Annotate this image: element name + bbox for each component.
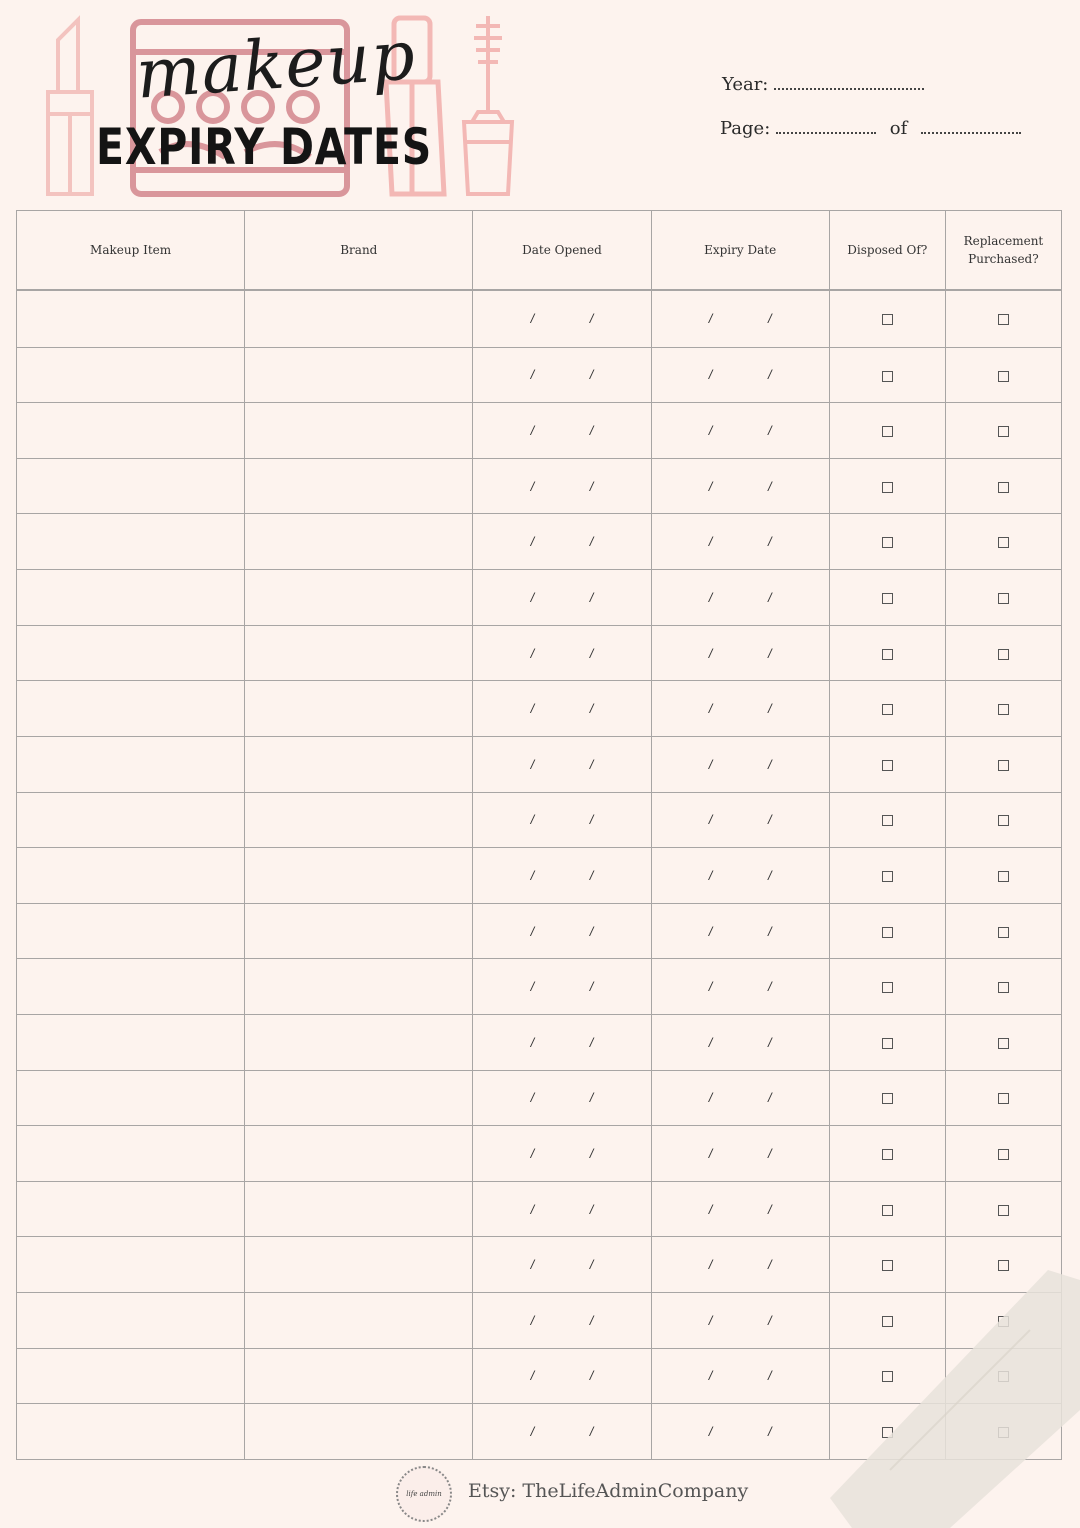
expiry-date-cell[interactable] — [651, 625, 829, 681]
checkbox-icon[interactable] — [882, 871, 893, 882]
replacement-purchased-cell[interactable] — [945, 625, 1061, 681]
replacement-purchased-cell[interactable] — [945, 403, 1061, 459]
checkbox-icon[interactable] — [882, 982, 893, 993]
checkbox-icon[interactable] — [998, 1038, 1009, 1049]
page-title: EXPIRY DATES — [96, 118, 433, 176]
year-field[interactable] — [722, 74, 924, 95]
table-header-row — [17, 211, 1062, 291]
date-opened-cell[interactable] — [473, 403, 651, 459]
date-opened-cell[interactable] — [473, 290, 651, 347]
brand-cell[interactable] — [245, 959, 473, 1015]
date-placeholder: / / — [708, 1257, 798, 1273]
checkbox-icon[interactable] — [998, 537, 1009, 548]
column-header-date-opened: Date Opened — [473, 211, 651, 291]
date-opened-cell[interactable] — [473, 1126, 651, 1182]
makeup-item-cell[interactable] — [17, 625, 245, 681]
table-row — [17, 514, 1062, 570]
date-placeholder: / / — [708, 1312, 798, 1328]
makeup-item-cell[interactable] — [17, 1070, 245, 1126]
brand-cell[interactable] — [245, 1404, 473, 1460]
makeup-item-cell[interactable] — [17, 848, 245, 904]
disposed-of-cell[interactable] — [829, 959, 945, 1015]
expiry-date-cell[interactable] — [651, 347, 829, 403]
date-placeholder: / / — [708, 645, 798, 661]
disposed-of-cell[interactable] — [829, 1293, 945, 1349]
makeup-item-cell[interactable] — [17, 736, 245, 792]
replacement-purchased-cell[interactable] — [945, 681, 1061, 737]
year-label: Year: — [722, 74, 769, 95]
expiry-date-cell[interactable] — [651, 903, 829, 959]
checkbox-icon[interactable] — [882, 1427, 893, 1438]
expiry-date-cell[interactable] — [651, 1014, 829, 1070]
brand-cell[interactable] — [245, 514, 473, 570]
checkbox-icon[interactable] — [998, 1260, 1009, 1271]
date-opened-cell[interactable] — [473, 570, 651, 626]
date-placeholder: / / — [708, 756, 798, 772]
expiry-date-cell[interactable] — [651, 1181, 829, 1237]
table-row — [17, 736, 1062, 792]
table-row — [17, 290, 1062, 347]
brand-cell[interactable] — [245, 848, 473, 904]
footer — [396, 1462, 749, 1522]
replacement-purchased-cell[interactable] — [945, 1070, 1061, 1126]
makeup-item-cell[interactable] — [17, 1126, 245, 1182]
table-row — [17, 347, 1062, 403]
checkbox-icon[interactable] — [882, 537, 893, 548]
brand-cell[interactable] — [245, 1237, 473, 1293]
checkbox-icon[interactable] — [998, 704, 1009, 715]
makeup-item-cell[interactable] — [17, 570, 245, 626]
makeup-item-cell[interactable] — [17, 1293, 245, 1349]
brand-cell[interactable] — [245, 1181, 473, 1237]
checkbox-icon[interactable] — [998, 1205, 1009, 1216]
expiry-date-cell[interactable] — [651, 290, 829, 347]
brand-cell[interactable] — [245, 290, 473, 347]
makeup-item-cell[interactable] — [17, 959, 245, 1015]
date-placeholder: / / — [708, 478, 798, 494]
table-row — [17, 959, 1062, 1015]
checkbox-icon[interactable] — [998, 482, 1009, 493]
brand-cell[interactable] — [245, 1348, 473, 1404]
table-row — [17, 458, 1062, 514]
date-placeholder: / / — [530, 1145, 620, 1161]
expiry-date-cell[interactable] — [651, 458, 829, 514]
checkbox-icon[interactable] — [998, 649, 1009, 660]
checkbox-icon[interactable] — [998, 815, 1009, 826]
table-row — [17, 570, 1062, 626]
table-row — [17, 681, 1062, 737]
date-placeholder: / / — [530, 589, 620, 605]
date-opened-cell[interactable] — [473, 1404, 651, 1460]
checkbox-icon[interactable] — [998, 982, 1009, 993]
makeup-item-cell[interactable] — [17, 1181, 245, 1237]
table-row — [17, 848, 1062, 904]
replacement-purchased-cell[interactable] — [945, 1237, 1061, 1293]
brand-cell[interactable] — [245, 347, 473, 403]
checkbox-icon[interactable] — [882, 1038, 893, 1049]
replacement-purchased-cell[interactable] — [945, 347, 1061, 403]
date-opened-cell[interactable] — [473, 1293, 651, 1349]
brand-cell[interactable] — [245, 1070, 473, 1126]
brand-cell[interactable] — [245, 903, 473, 959]
disposed-of-cell[interactable] — [829, 1126, 945, 1182]
expiry-date-cell[interactable] — [651, 1348, 829, 1404]
expiry-date-cell[interactable] — [651, 1237, 829, 1293]
brand-cell[interactable] — [245, 792, 473, 848]
date-opened-cell[interactable] — [473, 514, 651, 570]
makeup-item-cell[interactable] — [17, 1237, 245, 1293]
disposed-of-cell[interactable] — [829, 347, 945, 403]
replacement-purchased-cell[interactable] — [945, 458, 1061, 514]
date-placeholder: / / — [530, 1368, 620, 1384]
expiry-date-cell[interactable] — [651, 570, 829, 626]
page-header — [0, 0, 1080, 210]
replacement-purchased-cell[interactable] — [945, 290, 1061, 347]
makeup-item-cell[interactable] — [17, 458, 245, 514]
date-placeholder: / / — [708, 311, 798, 327]
checkbox-icon[interactable] — [998, 1316, 1009, 1327]
table-row — [17, 403, 1062, 459]
table-row — [17, 1293, 1062, 1349]
date-placeholder: / / — [530, 645, 620, 661]
disposed-of-cell[interactable] — [829, 848, 945, 904]
disposed-of-cell[interactable] — [829, 681, 945, 737]
date-opened-cell[interactable] — [473, 959, 651, 1015]
replacement-purchased-cell[interactable] — [945, 1014, 1061, 1070]
brand-cell[interactable] — [245, 1293, 473, 1349]
brand-cell[interactable] — [245, 736, 473, 792]
logo-icon: life admin — [396, 1466, 452, 1522]
checkbox-icon[interactable] — [882, 1205, 893, 1216]
checkbox-icon[interactable] — [998, 426, 1009, 437]
table-row — [17, 1348, 1062, 1404]
replacement-purchased-cell[interactable] — [945, 1293, 1061, 1349]
mascara-icon — [464, 16, 512, 194]
checkbox-icon[interactable] — [998, 1371, 1009, 1382]
column-header-brand: Brand — [245, 211, 473, 291]
brand-cell[interactable] — [245, 1014, 473, 1070]
date-placeholder: / / — [530, 701, 620, 717]
column-header-disposed-of: Disposed Of? — [829, 211, 945, 291]
checkbox-icon[interactable] — [882, 593, 893, 604]
date-placeholder: / / — [530, 478, 620, 494]
checkbox-icon[interactable] — [998, 927, 1009, 938]
expiry-date-cell[interactable] — [651, 403, 829, 459]
table-row — [17, 792, 1062, 848]
date-opened-cell[interactable] — [473, 625, 651, 681]
checkbox-icon[interactable] — [882, 371, 893, 382]
replacement-purchased-cell[interactable] — [945, 792, 1061, 848]
column-header-replacement-purchased: Replacement Purchased? — [945, 211, 1061, 291]
expiry-date-cell[interactable] — [651, 1404, 829, 1460]
disposed-of-cell[interactable] — [829, 514, 945, 570]
table-row — [17, 1126, 1062, 1182]
disposed-of-cell[interactable] — [829, 458, 945, 514]
disposed-of-cell[interactable] — [829, 1348, 945, 1404]
makeup-item-cell[interactable] — [17, 1348, 245, 1404]
title-script: makeup — [133, 16, 419, 115]
date-placeholder: / / — [708, 979, 798, 995]
disposed-of-cell[interactable] — [829, 903, 945, 959]
date-placeholder: / / — [708, 367, 798, 383]
checkbox-icon[interactable] — [998, 1149, 1009, 1160]
date-placeholder: / / — [708, 1201, 798, 1217]
expiry-date-cell[interactable] — [651, 736, 829, 792]
makeup-item-cell[interactable] — [17, 792, 245, 848]
replacement-purchased-cell[interactable] — [945, 959, 1061, 1015]
expiry-date-cell[interactable] — [651, 514, 829, 570]
date-opened-cell[interactable] — [473, 1348, 651, 1404]
brand-cell[interactable] — [245, 403, 473, 459]
date-placeholder: / / — [530, 979, 620, 995]
date-placeholder: / / — [708, 1090, 798, 1106]
makeup-item-cell[interactable] — [17, 1404, 245, 1460]
page-label: Page: — [720, 118, 771, 139]
replacement-purchased-cell[interactable] — [945, 1126, 1061, 1182]
date-placeholder: / / — [708, 1145, 798, 1161]
replacement-purchased-cell[interactable] — [945, 848, 1061, 904]
disposed-of-cell[interactable] — [829, 1181, 945, 1237]
checkbox-icon[interactable] — [998, 760, 1009, 771]
expiry-table — [16, 210, 1062, 1460]
date-placeholder: / / — [530, 1201, 620, 1217]
column-header-makeup-item: Makeup Item — [17, 211, 245, 291]
replacement-purchased-cell[interactable] — [945, 1404, 1061, 1460]
disposed-of-cell[interactable] — [829, 792, 945, 848]
makeup-item-cell[interactable] — [17, 903, 245, 959]
checkbox-icon[interactable] — [998, 593, 1009, 604]
date-placeholder: / / — [708, 1034, 798, 1050]
date-placeholder: / / — [708, 1368, 798, 1384]
checkbox-icon[interactable] — [882, 1093, 893, 1104]
expiry-date-cell[interactable] — [651, 1293, 829, 1349]
checkbox-icon[interactable] — [998, 1093, 1009, 1104]
date-placeholder: / / — [530, 1257, 620, 1273]
table-row — [17, 1237, 1062, 1293]
table-row — [17, 1014, 1062, 1070]
expiry-date-cell[interactable] — [651, 1126, 829, 1182]
table-body — [17, 290, 1062, 1460]
date-placeholder: / / — [530, 367, 620, 383]
checkbox-icon[interactable] — [882, 426, 893, 437]
disposed-of-cell[interactable] — [829, 1404, 945, 1460]
of-label: of — [889, 118, 908, 139]
date-opened-cell[interactable] — [473, 848, 651, 904]
checkbox-icon[interactable] — [882, 1316, 893, 1327]
date-opened-cell[interactable] — [473, 1181, 651, 1237]
checkbox-icon[interactable] — [882, 1371, 893, 1382]
date-placeholder: / / — [708, 923, 798, 939]
date-placeholder: / / — [708, 423, 798, 439]
date-placeholder: / / — [708, 1424, 798, 1440]
disposed-of-cell[interactable] — [829, 736, 945, 792]
checkbox-icon[interactable] — [882, 482, 893, 493]
page-total-blank[interactable] — [921, 118, 1021, 134]
date-placeholder: / / — [530, 1090, 620, 1106]
checkbox-icon[interactable] — [882, 927, 893, 938]
date-placeholder: / / — [530, 1034, 620, 1050]
date-placeholder: / / — [708, 701, 798, 717]
date-placeholder: / / — [708, 534, 798, 550]
makeup-item-cell[interactable] — [17, 1014, 245, 1070]
date-placeholder: / / — [530, 534, 620, 550]
date-opened-cell[interactable] — [473, 736, 651, 792]
brand-cell[interactable] — [245, 625, 473, 681]
replacement-purchased-cell[interactable] — [945, 514, 1061, 570]
makeup-item-cell[interactable] — [17, 403, 245, 459]
lipstick-icon — [48, 20, 92, 194]
checkbox-icon[interactable] — [882, 704, 893, 715]
date-opened-cell[interactable] — [473, 1014, 651, 1070]
checkbox-icon[interactable] — [882, 760, 893, 771]
expiry-date-cell[interactable] — [651, 681, 829, 737]
brand-cell[interactable] — [245, 1126, 473, 1182]
disposed-of-cell[interactable] — [829, 625, 945, 681]
expiry-date-cell[interactable] — [651, 1070, 829, 1126]
replacement-purchased-cell[interactable] — [945, 570, 1061, 626]
disposed-of-cell[interactable] — [829, 1014, 945, 1070]
checkbox-icon[interactable] — [882, 1260, 893, 1271]
date-placeholder: / / — [708, 589, 798, 605]
disposed-of-cell[interactable] — [829, 1237, 945, 1293]
page-number-blank[interactable] — [776, 118, 876, 134]
makeup-item-cell[interactable] — [17, 290, 245, 347]
date-placeholder: / / — [530, 867, 620, 883]
makeup-item-cell[interactable] — [17, 514, 245, 570]
expiry-date-cell[interactable] — [651, 792, 829, 848]
makeup-item-cell[interactable] — [17, 347, 245, 403]
page-field[interactable] — [720, 118, 1021, 139]
checkbox-icon[interactable] — [998, 871, 1009, 882]
date-opened-cell[interactable] — [473, 458, 651, 514]
date-placeholder: / / — [708, 812, 798, 828]
date-placeholder: / / — [530, 311, 620, 327]
date-opened-cell[interactable] — [473, 1237, 651, 1293]
date-opened-cell[interactable] — [473, 792, 651, 848]
disposed-of-cell[interactable] — [829, 570, 945, 626]
disposed-of-cell[interactable] — [829, 290, 945, 347]
replacement-purchased-cell[interactable] — [945, 1181, 1061, 1237]
expiry-date-cell[interactable] — [651, 959, 829, 1015]
date-placeholder: / / — [530, 923, 620, 939]
table-row — [17, 903, 1062, 959]
replacement-purchased-cell[interactable] — [945, 1348, 1061, 1404]
makeup-item-cell[interactable] — [17, 681, 245, 737]
table-row — [17, 1070, 1062, 1126]
brand-cell[interactable] — [245, 458, 473, 514]
etsy-shop-link[interactable]: Etsy: TheLifeAdminCompany — [468, 1480, 749, 1502]
checkbox-icon[interactable] — [882, 815, 893, 826]
column-header-expiry-date: Expiry Date — [651, 211, 829, 291]
date-placeholder: / / — [530, 423, 620, 439]
date-opened-cell[interactable] — [473, 1070, 651, 1126]
date-placeholder: / / — [708, 867, 798, 883]
checkbox-icon[interactable] — [998, 371, 1009, 382]
disposed-of-cell[interactable] — [829, 403, 945, 459]
checkbox-icon[interactable] — [882, 649, 893, 660]
date-placeholder: / / — [530, 756, 620, 772]
checkbox-icon[interactable] — [998, 314, 1009, 325]
date-opened-cell[interactable] — [473, 681, 651, 737]
date-placeholder: / / — [530, 1312, 620, 1328]
brand-cell[interactable] — [245, 570, 473, 626]
expiry-date-cell[interactable] — [651, 848, 829, 904]
table-row — [17, 1404, 1062, 1460]
date-placeholder: / / — [530, 812, 620, 828]
date-opened-cell[interactable] — [473, 903, 651, 959]
replacement-purchased-cell[interactable] — [945, 903, 1061, 959]
checkbox-icon[interactable] — [882, 1149, 893, 1160]
date-opened-cell[interactable] — [473, 347, 651, 403]
disposed-of-cell[interactable] — [829, 1070, 945, 1126]
table-row — [17, 625, 1062, 681]
table-row — [17, 1181, 1062, 1237]
date-placeholder: / / — [530, 1424, 620, 1440]
year-blank[interactable] — [774, 74, 924, 90]
expiry-table-container — [16, 210, 1062, 1460]
brand-cell[interactable] — [245, 681, 473, 737]
checkbox-icon[interactable] — [998, 1427, 1009, 1438]
checkbox-icon[interactable] — [882, 314, 893, 325]
replacement-purchased-cell[interactable] — [945, 736, 1061, 792]
